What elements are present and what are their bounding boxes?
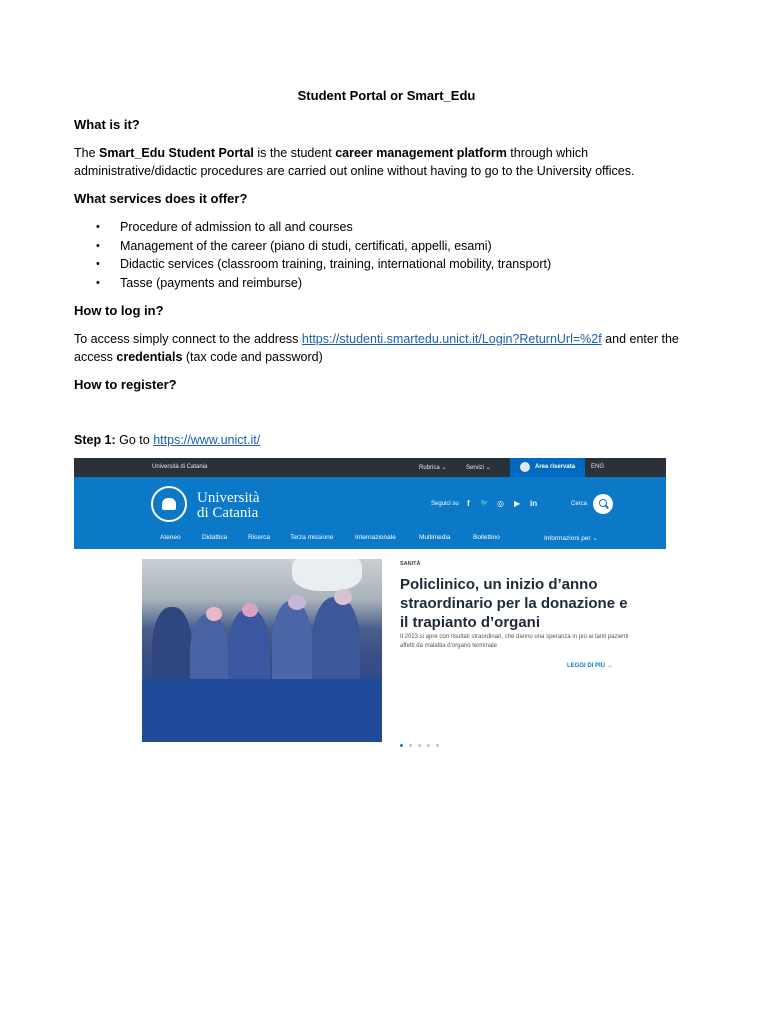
language-eng: ENG — [591, 464, 605, 470]
services-list — [74, 218, 551, 292]
carousel-dot — [427, 744, 430, 747]
step-1 — [74, 431, 699, 449]
twitter-icon: 🐦 — [480, 500, 489, 507]
bold-text: career management platform — [335, 146, 507, 160]
logo-text-line1: Università — [197, 490, 260, 506]
heading-what-is-it: What is it? — [74, 117, 140, 132]
topbar-university: Università di Catania — [152, 464, 208, 470]
facebook-icon: f — [467, 499, 470, 508]
list-item-text: Tasse (payments and reimburse) — [120, 275, 303, 290]
smartedu-login-link[interactable]: https://studenti.smartedu.unict.it/Login?ReturnUrl=%2f — [301, 332, 602, 346]
list-item — [74, 218, 551, 237]
text: is the student — [253, 146, 336, 160]
nav-terza-missione: Terza missione — [290, 534, 334, 541]
text: Go to — [115, 433, 154, 447]
list-item-text: Didactic services (classroom training, training, international mobility, transport) — [120, 257, 552, 272]
carousel-dot — [436, 744, 439, 747]
bullet-icon: • — [96, 239, 100, 252]
step-label: Step 1: — [74, 433, 116, 447]
cerca-label: Cerca — [571, 501, 588, 507]
text: through which administrative/didactic procedures are carried out online without having to go to the University offices. — [74, 146, 635, 178]
logo-text-line2: di Catania — [197, 505, 259, 521]
text: and enter the access — [74, 332, 679, 364]
university-seal-icon — [151, 486, 187, 522]
list-item-text: Management of the career (piano di studi, certificati, appelli, esami) — [120, 238, 492, 253]
bullet-icon: • — [96, 276, 100, 289]
bold-text: credentials — [116, 350, 183, 364]
servizi-menu: Servizi ⌄ — [466, 465, 491, 471]
text: (tax code and password) — [182, 350, 323, 364]
heading-services: What services does it offer? — [74, 191, 248, 206]
paragraph-login — [74, 330, 699, 366]
bold-text: Smart_Edu Student Portal — [99, 146, 254, 160]
bullet-icon: • — [96, 258, 100, 271]
nav-ateneo: Ateneo — [160, 534, 181, 541]
website-topbar — [74, 458, 666, 477]
nav-didattica: Didattica — [202, 534, 228, 541]
nav-multimedia: Multimedia — [419, 534, 451, 541]
text: The — [74, 146, 100, 160]
nav-internazionale: Internazionale — [355, 534, 396, 541]
rubrica-menu: Rubrica ⌄ — [419, 465, 447, 471]
user-icon — [520, 462, 530, 472]
website-header — [74, 477, 666, 549]
youtube-icon: ▶ — [514, 499, 521, 508]
bullet-icon: • — [96, 221, 100, 233]
nav-bollettino: Bollettino — [473, 534, 500, 541]
carousel-dot — [409, 744, 412, 747]
carousel-dot-active — [400, 744, 403, 747]
seguici-label: Seguici su — [431, 501, 459, 507]
area-riservata-label: Area riservata — [535, 464, 576, 470]
list-item — [74, 237, 551, 256]
nav-informazioni-per: Informazioni per ⌄ — [544, 535, 598, 542]
paragraph-what-is-it — [74, 144, 699, 180]
heading-register: How to register? — [74, 377, 177, 392]
linkedin-icon: in — [530, 499, 538, 508]
nav-ricerca: Ricerca — [248, 534, 271, 541]
area-riservata-button — [510, 458, 585, 477]
news-headline: Policlinico, un inizio d’anno straordinario per la donazione e il trapianto d’organi — [400, 576, 628, 631]
search-icon — [593, 494, 613, 514]
text: To access simply connect to the address — [74, 332, 302, 346]
news-summary: Il 2023 si apre con risultati straordinari, che danno una speranza in più ai tanti pazienti affetti da malattia d’organo terminale — [400, 634, 629, 649]
read-more-link: LEGGI DI PIÙ → — [567, 663, 613, 669]
unict-link[interactable]: https://www.unict.it/ — [153, 433, 261, 447]
list-item — [74, 255, 551, 274]
instagram-icon: ◎ — [497, 499, 504, 508]
list-item-text: Procedure of admission to all and courses — [120, 220, 353, 234]
list-item — [74, 274, 551, 293]
heading-login: How to log in? — [74, 303, 164, 318]
surgery-photo — [142, 559, 382, 742]
page-title: Student Portal or Smart_Edu — [297, 88, 476, 103]
category-label: SANITÀ — [400, 561, 421, 567]
unict-website-screenshot — [74, 458, 666, 742]
carousel-dots — [400, 734, 445, 752]
carousel-dot — [418, 744, 421, 747]
